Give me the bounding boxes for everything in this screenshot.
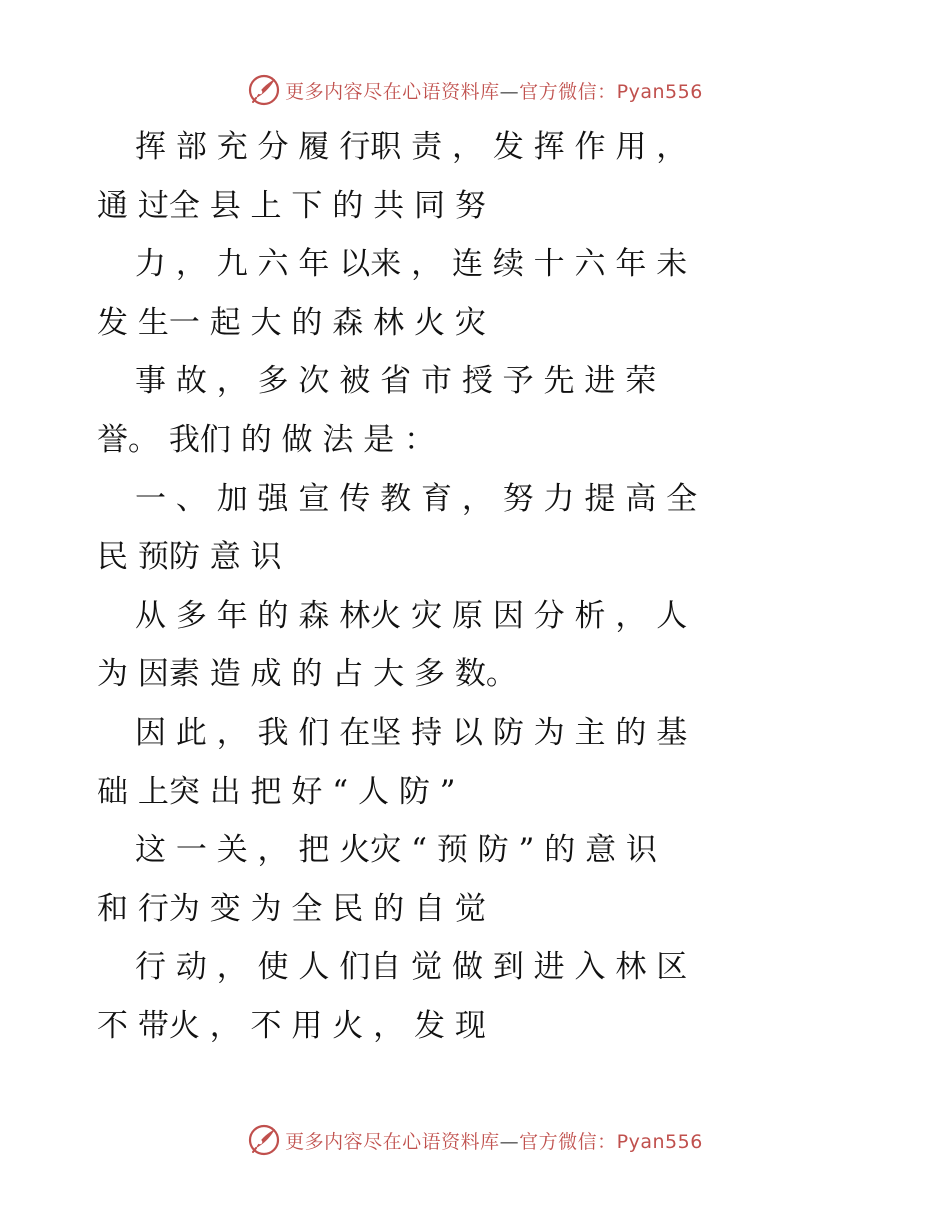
text-line: 一 、 加 强 宣 传 教 育 ， 努 力 提 高 全 [135, 480, 698, 517]
text-line: 誉。 我们 的 做 法 是 ： [97, 421, 436, 458]
footer-banner-text: 更多内容尽在心语资料库—官方微信：Pyan556 [285, 1130, 703, 1153]
text-line: 行 动 ， 使 人 们自 觉 做 到 进 入 林 区 [135, 949, 688, 986]
text-line: 和 行为 变 为 全 民 的 自 觉 [97, 890, 486, 927]
text-line: 为 因素 造 成 的 占 大 多 数。 [97, 656, 517, 693]
text-line: 因 此 ， 我 们 在坚 持 以 防 为 主 的 基 [135, 714, 688, 751]
footer-banner [0, 1120, 950, 1160]
text-line: 从 多 年 的 森 林火 灾 原 因 分 析 ， 人 [135, 597, 688, 634]
header-banner [0, 70, 950, 110]
header-banner-text: 更多内容尽在心语资料库—官方微信：Pyan556 [285, 80, 703, 103]
text-line: 民 预防 意 识 [97, 539, 282, 576]
document-body [97, 118, 857, 1056]
text-line: 这 一 关 ， 把 火灾 “ 预 防 ” 的 意 识 [135, 832, 657, 869]
text-line: 不 带火 ， 不 用 火 ， 发 现 [97, 1007, 486, 1044]
text-line: 力 ， 九 六 年 以来 ， 连 续 十 六 年 未 [135, 246, 688, 283]
text-line: 发 生一 起 大 的 森 林 火 灾 [97, 304, 486, 341]
text-line: 础 上突 出 把 好 “ 人 防 ” [97, 773, 456, 810]
text-line: 通 过全 县 上 下 的 共 同 努 [97, 187, 486, 224]
text-line: 挥 部 充 分 履 行职 责 ， 发 挥 作 用 ， [135, 129, 688, 165]
text-line: 事 故 ， 多 次 被 省 市 授 予 先 进 荣 [135, 363, 657, 400]
quill-pen-logo-icon [247, 73, 281, 107]
quill-pen-logo-icon [247, 1123, 281, 1157]
